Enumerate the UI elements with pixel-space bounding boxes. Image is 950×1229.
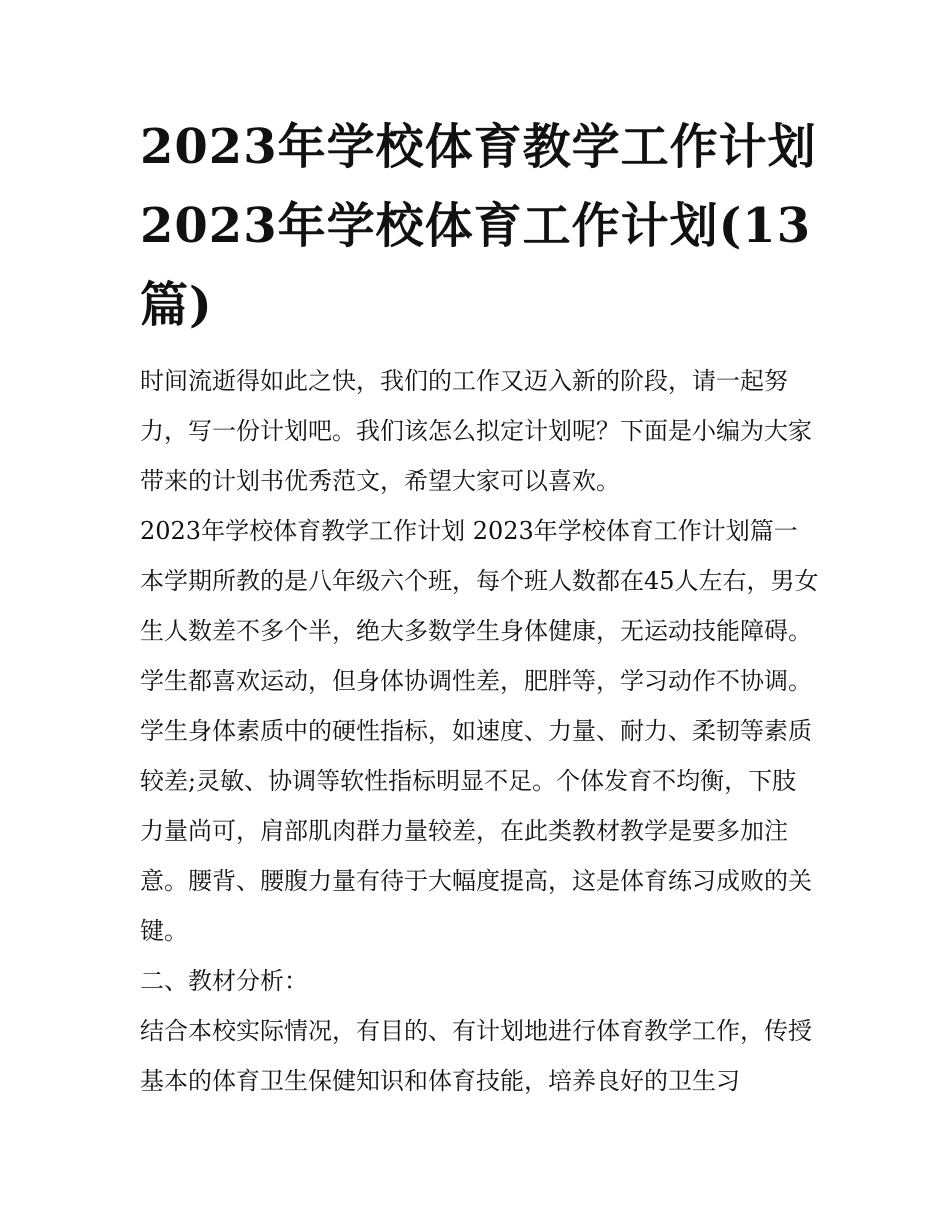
student-analysis-paragraph: 本学期所教的是八年级六个班，每个班人数都在45人左右，男女生人数差不多个半，绝大多数学生身体健康，无运动技能障碍。学生都喜欢运动，但身体协调性差，肥胖等，学习动作不协调。学生身体素质中的硬性指标，如速度、力量、耐力、柔韧等素质较差;灵敏、协调等软性指标明显不足。个体发育不均衡，下肢力量尚可，肩部肌肉群力量较差，在此类教材教学是要多加注意。腰背、腰腹力量有待于大幅度提高，这是体育练习成败的关键。 — [140, 567, 819, 945]
intro-paragraph: 时间流逝得如此之快，我们的工作又迈入新的阶段，请一起努力，写一份计划吧。我们该怎么拟定计划呢？下面是小编为大家带来的计划书优秀范文，希望大家可以喜欢。 — [140, 367, 812, 495]
document-body — [140, 356, 820, 1106]
document-title: 2023年学校体育教学工作计划 2023年学校体育工作计划(13篇) — [140, 119, 817, 333]
material-analysis-paragraph: 结合本校实际情况，有目的、有计划地进行体育教学工作，传授基本的体育卫生保健知识和体育技能，培养良好的卫生习 — [140, 1017, 812, 1095]
material-analysis-heading: 二、教材分析： — [140, 967, 308, 995]
section-heading-paragraph: 2023年学校体育教学工作计划 2023年学校体育工作计划篇一 — [140, 517, 798, 545]
